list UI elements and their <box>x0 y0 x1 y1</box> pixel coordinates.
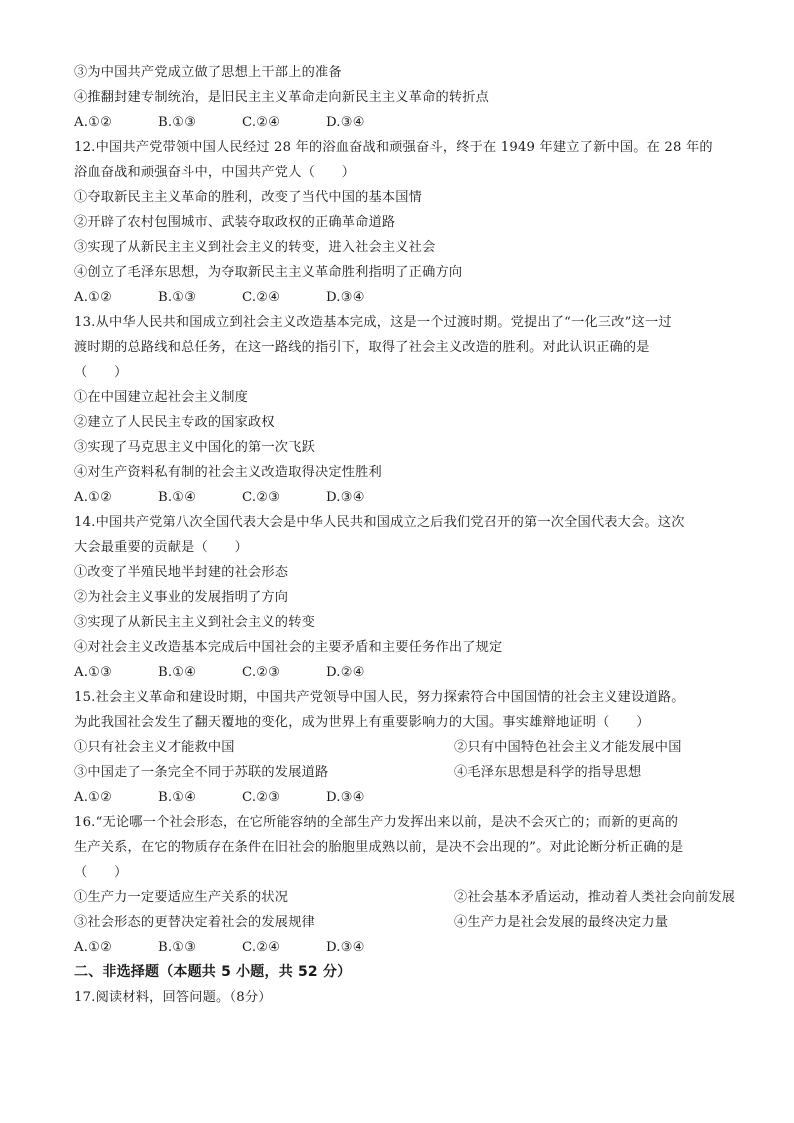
q16-stem-line-1: 16.“无论哪一个社会形态，在它所能容纳的全部生产力发挥出来以前，是决不会灭亡的；而新的更高的 <box>74 815 679 830</box>
q11-item-3: ③为中国共产党成立做了思想上干部上的准备 <box>74 65 342 80</box>
q11-option-a[interactable]: A.①② <box>74 115 113 130</box>
q16-item-2: ②社会基本矛盾运动，推动着人类社会向前发展 <box>454 890 736 905</box>
q17-stem: 17.阅读材料，回答问题。（8分） <box>74 990 272 1005</box>
q14-option-b[interactable]: B.①④ <box>158 665 197 680</box>
q13-option-b[interactable]: B.①④ <box>158 490 197 505</box>
q16-items-row-2 <box>74 914 724 932</box>
q14-option-d[interactable]: D.②④ <box>326 665 365 680</box>
q15-option-a[interactable]: A.①② <box>74 790 113 805</box>
q16-options <box>74 939 410 957</box>
q13-stem-line-2: 渡时期的总路线和总任务，在这一路线的指引下，取得了社会主义改造的胜利。对此认识正确的是 <box>74 340 650 355</box>
q15-item-2: ②只有中国特色社会主义才能发展中国 <box>454 740 682 755</box>
q15-stem-line-1: 15.社会主义革命和建设时期，中国共产党领导中国人民，努力探索符合中国国情的社会主义建设道路。 <box>74 690 685 705</box>
q14-item-1: ①改变了半殖民地半封建的社会形态 <box>74 565 289 580</box>
q16-item-3: ③社会形态的更替决定着社会的发展规律 <box>74 915 315 930</box>
q12-item-1: ①夺取新民主主义革命的胜利，改变了当代中国的基本国情 <box>74 190 423 205</box>
q11-options <box>74 114 410 132</box>
q13-item-1: ①在中国建立起社会主义制度 <box>74 390 249 405</box>
q14-item-2: ②为社会主义事业的发展指明了方向 <box>74 590 289 605</box>
q14-options <box>74 664 410 682</box>
q13-item-2: ②建立了人民民主专政的国家政权 <box>74 415 275 430</box>
q11-option-d[interactable]: D.③④ <box>326 115 365 130</box>
section-2-title: 二、非选择题（本题共 5 小题，共 52 分） <box>74 964 352 980</box>
q14-option-c[interactable]: C.②③ <box>242 665 281 680</box>
q13-item-3: ③实现了马克思主义中国化的第一次飞跃 <box>74 440 315 455</box>
q14-item-4: ④对社会主义改造基本完成后中国社会的主要矛盾和主要任务作出了规定 <box>74 640 503 655</box>
q16-stem-line-3: （ ） <box>74 865 128 880</box>
q11-option-b[interactable]: B.①③ <box>158 115 197 130</box>
q12-stem-line-1: 12.中国共产党带领中国人民经过 28 年的浴血奋战和顽强奋斗，终于在 1949 年建立了新中国。在 28 年的 <box>74 140 713 155</box>
q16-option-b[interactable]: B.①③ <box>158 940 197 955</box>
q15-items-row-1 <box>74 739 724 757</box>
q12-item-4: ④创立了毛泽东思想，为夺取新民主主义革命胜利指明了正确方向 <box>74 265 463 280</box>
q12-option-a[interactable]: A.①② <box>74 290 113 305</box>
q13-stem-line-3: （ ） <box>74 365 128 380</box>
q13-options <box>74 489 410 507</box>
q16-option-d[interactable]: D.③④ <box>326 940 365 955</box>
q12-option-c[interactable]: C.②④ <box>242 290 281 305</box>
q12-item-3: ③实现了从新民主主义到社会主义的转变，进入社会主义社会 <box>74 240 436 255</box>
q12-stem-line-2: 浴血奋战和顽强奋斗中，中国共产党人（ ） <box>74 165 356 180</box>
q13-option-c[interactable]: C.②③ <box>242 490 281 505</box>
q15-items-row-2 <box>74 764 724 782</box>
q15-options <box>74 789 410 807</box>
q15-option-d[interactable]: D.③④ <box>326 790 365 805</box>
q15-item-1: ①只有社会主义才能救中国 <box>74 740 235 755</box>
q16-item-4: ④生产力是社会发展的最终决定力量 <box>454 915 669 930</box>
q14-stem-line-1: 14.中国共产党第八次全国代表大会是中华人民共和国成立之后我们党召开的第一次全国代表大会。这次 <box>74 515 685 530</box>
q15-stem-line-2: 为此我国社会发生了翻天覆地的变化，成为世界上有重要影响力的大国。事实雄辩地证明（ ） <box>74 715 650 730</box>
q15-option-b[interactable]: B.①④ <box>158 790 197 805</box>
q16-items-row-1 <box>74 889 736 907</box>
q13-stem-line-1: 13.从中华人民共和国成立到社会主义改造基本完成，这是一个过渡时期。党提出了“一化三改”这一过 <box>74 315 672 330</box>
q16-stem-line-2: 生产关系，在它的物质存在条件在旧社会的胎胞里成熟以前，是决不会出现的”。对此论断分析正确的是 <box>74 840 684 855</box>
q12-options <box>74 289 410 307</box>
q11-option-c[interactable]: C.②④ <box>242 115 281 130</box>
q11-item-4: ④推翻封建专制统治，是旧民主主义革命走向新民主主义革命的转折点 <box>74 90 490 105</box>
q12-item-2: ②开辟了农村包围城市、武装夺取政权的正确革命道路 <box>74 215 396 230</box>
q13-option-a[interactable]: A.①② <box>74 490 113 505</box>
q15-item-4: ④毛泽东思想是科学的指导思想 <box>454 765 642 780</box>
q13-item-4: ④对生产资料私有制的社会主义改造取得决定性胜利 <box>74 465 382 480</box>
q12-option-d[interactable]: D.③④ <box>326 290 365 305</box>
q12-option-b[interactable]: B.①③ <box>158 290 197 305</box>
q14-stem-line-2: 大会最重要的贡献是（ ） <box>74 540 249 555</box>
q16-item-1: ①生产力一定要适应生产关系的状况 <box>74 890 289 905</box>
q14-item-3: ③实现了从新民主主义到社会主义的转变 <box>74 615 315 630</box>
q13-option-d[interactable]: D.③④ <box>326 490 365 505</box>
q16-option-c[interactable]: C.②④ <box>242 940 281 955</box>
q15-option-c[interactable]: C.②③ <box>242 790 281 805</box>
q15-item-3: ③中国走了一条完全不同于苏联的发展道路 <box>74 765 329 780</box>
q14-option-a[interactable]: A.①③ <box>74 665 113 680</box>
q16-option-a[interactable]: A.①② <box>74 940 113 955</box>
